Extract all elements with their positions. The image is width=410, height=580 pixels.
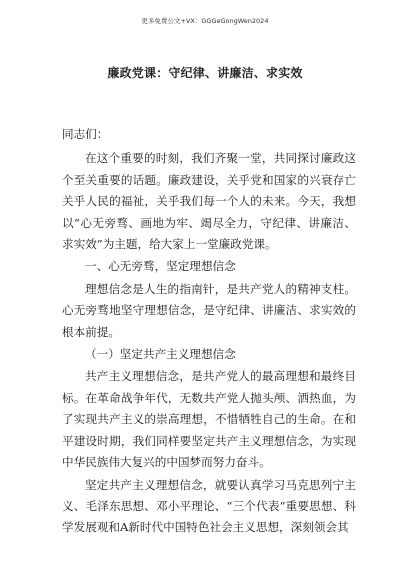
paragraph-intro: 在这个重要的时刻，我们齐聚一堂，共同探讨廉政这个至关重要的话题。廉政建设，关乎党和国家的兴衰存亡关乎人民的福祉，关乎我们每一个人的未来。今天，我想以“心无旁骛、画地为牢、竭尽全力，守纪律、讲廉洁、求实效”为主题，给大家上一堂廉政党课。 bbox=[62, 151, 356, 252]
subsection-heading-1: （一）坚定共产主义理想信念 bbox=[85, 347, 236, 362]
salutation: 同志们： bbox=[62, 127, 109, 141]
document-title: 廉政党课：守纪律、讲廉洁、求实效 bbox=[107, 66, 303, 80]
paragraph-subsection-1: 共产主义理想信念，是共产党人的最高理想和最终目标。在革命战争年代，无数共产党人抛头颅、洒热血，为了实现共产主义的崇高理想，不惜牺牲自己的生命。在和平建设时期，我们同样要坚定共产主义理想信念，为实现中华民族伟大复兴的中国梦而努力奋斗。 bbox=[62, 369, 356, 470]
paragraph-section-1: 理想信念是人生的指南针，是共产党人的精神支柱。心无旁骛地坚守理想信念，是守纪律、讲廉洁、求实效的根本前提。 bbox=[62, 281, 356, 339]
document-body bbox=[62, 124, 356, 539]
section-heading-1: 一、心无旁骛，坚定理想信念 bbox=[85, 259, 236, 274]
page-header: 更多免费公文+VX：GGGeGongWen2024 bbox=[141, 17, 269, 25]
paragraph-study: 坚定共产主义理想信念，就要认真学习马克思列宁主义、毛泽东思想、邓小平理论、“三个代表”重要思想、科学发展观和A新时代中国特色社会主义思想，深刻领会其 bbox=[62, 477, 356, 535]
